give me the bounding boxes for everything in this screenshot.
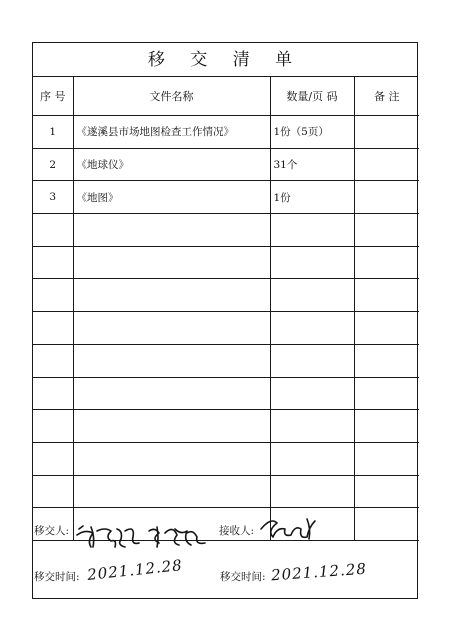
row-remarks	[354, 475, 419, 508]
row-remarks	[354, 246, 419, 279]
row-index	[33, 410, 73, 443]
row-index	[33, 214, 73, 247]
table-row	[33, 377, 419, 410]
signature-area	[33, 521, 417, 598]
table-row	[33, 181, 419, 214]
table-row	[33, 279, 419, 312]
row-remarks	[354, 410, 419, 443]
row-quantity	[270, 279, 354, 312]
row-file-name	[73, 442, 270, 475]
form-title: 移 交 清 单	[33, 43, 417, 77]
row-file-name	[73, 475, 270, 508]
row-index	[33, 312, 73, 345]
column-header-index: 序 号	[33, 77, 73, 116]
row-quantity: 1份	[270, 181, 354, 214]
row-quantity	[270, 214, 354, 247]
handover-signature	[73, 521, 213, 551]
row-remarks	[354, 312, 419, 345]
row-quantity	[270, 246, 354, 279]
row-file-name	[73, 410, 270, 443]
receiver-signature	[257, 515, 327, 545]
row-index	[33, 442, 73, 475]
table-row	[33, 246, 419, 279]
table-row	[33, 475, 419, 508]
row-index: 1	[33, 116, 73, 149]
table-row	[33, 116, 419, 149]
row-remarks	[354, 181, 419, 214]
row-index	[33, 377, 73, 410]
row-quantity: 1份（5页）	[270, 116, 354, 149]
row-file-name	[73, 246, 270, 279]
table-row	[33, 312, 419, 345]
row-index	[33, 279, 73, 312]
row-remarks	[354, 116, 419, 149]
column-header-remarks: 备 注	[354, 77, 419, 116]
row-remarks	[354, 214, 419, 247]
row-quantity	[270, 410, 354, 443]
receiver-label: 接收人:	[219, 525, 255, 537]
column-header-quantity: 数量/页 码	[270, 77, 354, 116]
handover-time-label: 移交时间:	[34, 571, 80, 583]
row-index	[33, 475, 73, 508]
column-header-file-name: 文件名称	[73, 77, 270, 116]
row-file-name: 《地球仪》	[73, 148, 270, 181]
table-row	[33, 148, 419, 181]
row-quantity	[270, 344, 354, 377]
row-file-name: 《地图》	[73, 181, 270, 214]
handover-date-handwritten-2: 2021.12.28	[270, 559, 368, 585]
row-file-name: 《遂溪县市场地图检查工作情况》	[73, 116, 270, 149]
row-remarks	[354, 279, 419, 312]
row-file-name	[73, 279, 270, 312]
row-quantity: 31个	[270, 148, 354, 181]
row-remarks	[354, 442, 419, 475]
row-quantity	[270, 475, 354, 508]
table-header-row	[33, 77, 419, 116]
row-quantity	[270, 312, 354, 345]
handover-table	[33, 77, 419, 541]
handover-list-form	[32, 42, 418, 599]
row-quantity	[270, 442, 354, 475]
row-index	[33, 344, 73, 377]
row-index: 2	[33, 148, 73, 181]
handover-by-label: 移交人:	[34, 525, 70, 537]
table-row	[33, 410, 419, 443]
table-row	[33, 442, 419, 475]
handover-date-handwritten: 2021.12.28	[86, 556, 184, 584]
row-remarks	[354, 148, 419, 181]
row-file-name	[73, 344, 270, 377]
row-remarks	[354, 344, 419, 377]
row-file-name	[73, 312, 270, 345]
row-index: 3	[33, 181, 73, 214]
row-remarks	[354, 377, 419, 410]
table-row	[33, 214, 419, 247]
row-file-name	[73, 214, 270, 247]
table-row	[33, 344, 419, 377]
row-file-name	[73, 377, 270, 410]
row-quantity	[270, 377, 354, 410]
row-index	[33, 246, 73, 279]
handover-time-label-2: 移交时间:	[220, 571, 266, 583]
